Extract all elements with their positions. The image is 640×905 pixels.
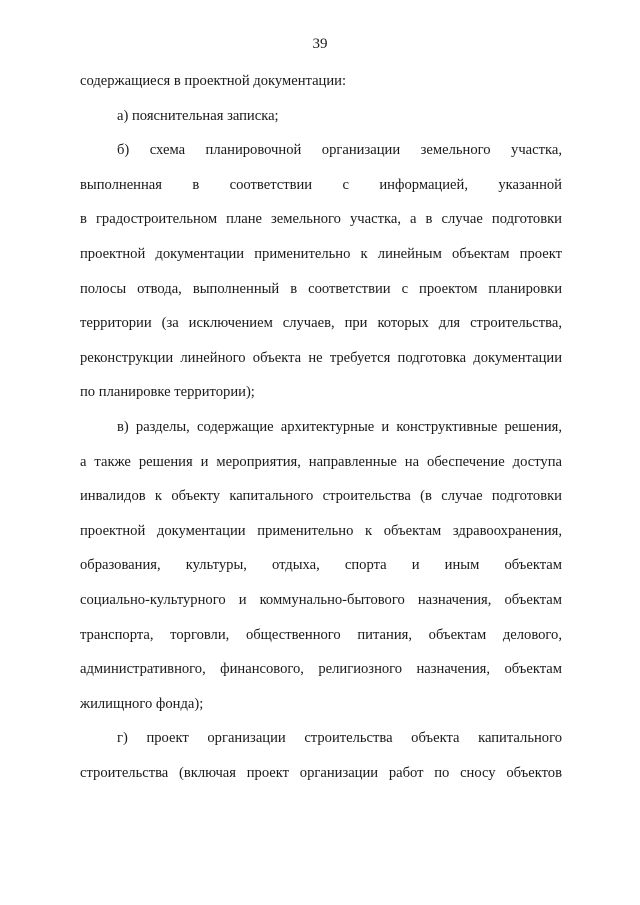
text-line: инвалидов к объекту капитального строительства (в случае подготовки <box>80 488 562 505</box>
text-line: полосы отвода, выполненный в соответствии с проектом планировки <box>80 280 562 297</box>
text-line: по планировке территории); <box>80 384 255 401</box>
text-line: транспорта, торговли, общественного питания, объектам делового, <box>80 626 562 643</box>
text-line: жилищного фонда); <box>80 695 204 712</box>
text-line: реконструкции линейного объекта не требуется подготовка документации <box>80 349 562 366</box>
text-line: строительства (включая проект организации работ по сносу объектов <box>80 764 562 781</box>
text-line: проектной документации применительно к линейным объектам проект <box>80 245 562 262</box>
text-line: б) схема планировочной организации земельного участка, <box>117 142 562 159</box>
text-line: территории (за исключением случаев, при которых для строительства, <box>80 315 562 332</box>
text-line: проектной документации применительно к объектам здравоохранения, <box>80 522 562 539</box>
text-line: в) разделы, содержащие архитектурные и конструктивные решения, <box>117 418 562 435</box>
text-line: а) пояснительная записка; <box>117 107 279 124</box>
text-line: г) проект организации строительства объекта капитального <box>117 730 562 747</box>
text-line: содержащиеся в проектной документации: <box>80 73 347 89</box>
document-body <box>80 64 562 790</box>
text-line: а также решения и мероприятия, направленные на обеспечение доступа <box>80 453 562 470</box>
page-number: 39 <box>312 36 328 52</box>
text-line: выполненная в соответствии с информацией, указанной <box>80 176 562 193</box>
text-line: административного, финансового, религиозного назначения, объектам <box>80 661 562 678</box>
text-line: социально-культурного и коммунально-бытового назначения, объектам <box>80 591 562 608</box>
text-line: образования, культуры, отдыха, спорта и иным объектам <box>80 557 562 574</box>
text-line: в градостроительном плане земельного участка, а в случае подготовки <box>80 211 562 228</box>
